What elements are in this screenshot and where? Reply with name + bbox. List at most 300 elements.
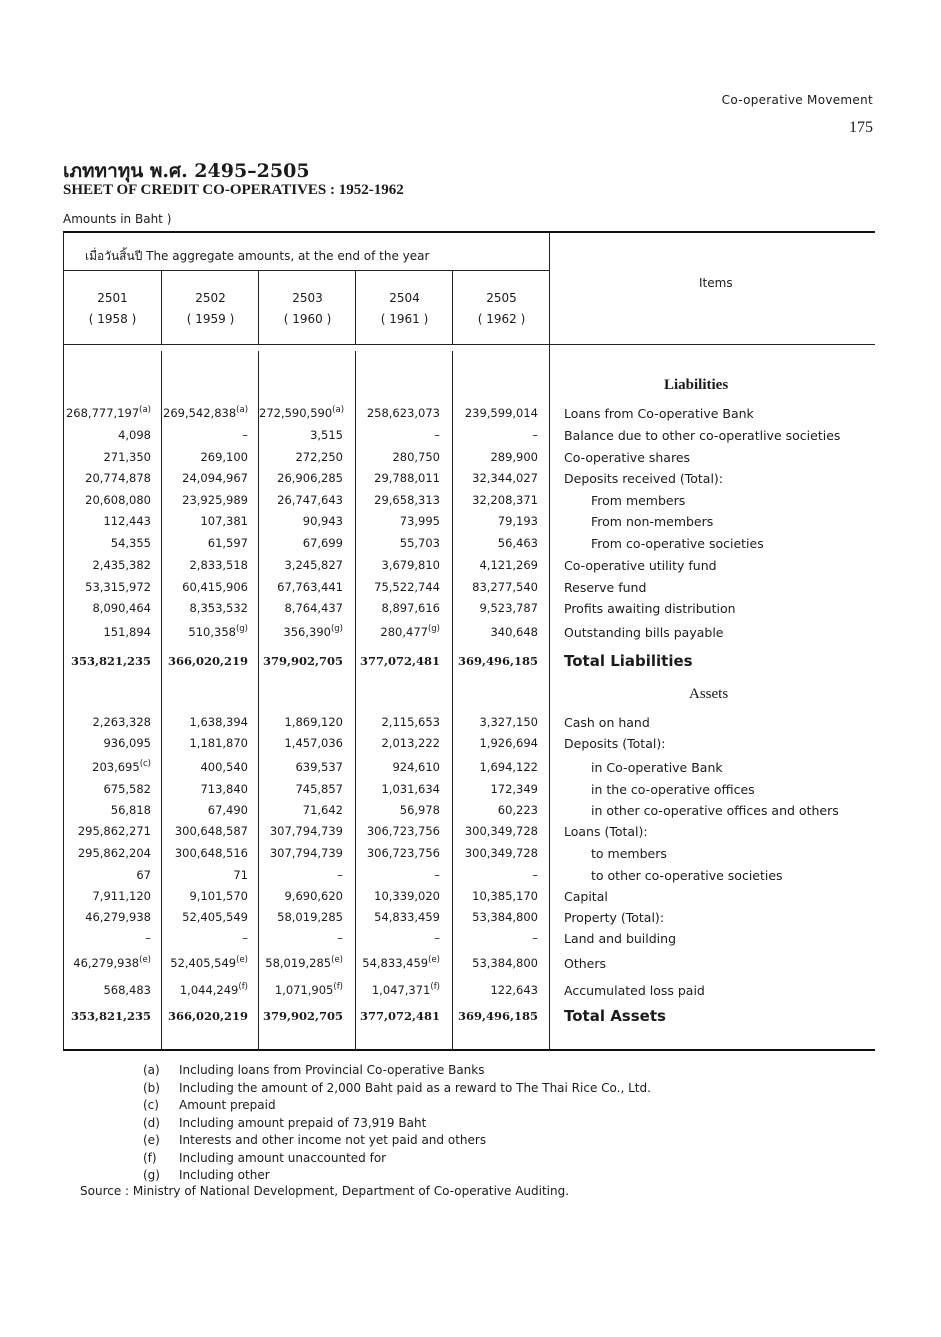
value-cell bbox=[163, 733, 248, 754]
cell-value: 71 bbox=[233, 868, 248, 882]
value-cell bbox=[259, 757, 343, 778]
value-cell bbox=[63, 953, 151, 974]
table-row bbox=[63, 533, 875, 554]
table-row bbox=[63, 928, 875, 949]
table-bottom-rule bbox=[63, 1049, 875, 1051]
total-row bbox=[63, 1006, 875, 1027]
total-value: 366,020,219 bbox=[167, 1009, 248, 1023]
footnote-tag: (g) bbox=[143, 1168, 160, 1182]
cell-value: 90,943 bbox=[302, 514, 343, 528]
value-cell bbox=[163, 490, 248, 511]
value-cell bbox=[63, 425, 151, 446]
value-cell bbox=[454, 490, 538, 511]
row-label: Loans (Total): bbox=[564, 824, 648, 839]
cell-value: 924,610 bbox=[392, 760, 440, 774]
cell-value: 3,245,827 bbox=[284, 558, 343, 572]
value-cell bbox=[356, 425, 440, 446]
value-cell bbox=[356, 622, 440, 643]
cell-value: – bbox=[532, 931, 538, 945]
value-cell bbox=[259, 733, 343, 754]
total-value: 377,072,481 bbox=[359, 654, 440, 668]
row-label: Loans from Co-operative Bank bbox=[564, 406, 754, 421]
value-cell bbox=[259, 821, 343, 842]
cell-value: 568,483 bbox=[103, 983, 151, 997]
table-row bbox=[63, 468, 875, 489]
row-label: Outstanding bills payable bbox=[564, 625, 724, 640]
cell-value: 55,703 bbox=[399, 536, 440, 550]
value-cell bbox=[259, 953, 343, 974]
footnote-text: Including loans from Provincial Co-operative Banks bbox=[179, 1063, 485, 1077]
footnote-marker: (a) bbox=[236, 405, 249, 416]
year-header bbox=[65, 288, 160, 330]
value-cell bbox=[259, 533, 343, 554]
cell-value: 271,350 bbox=[103, 450, 151, 464]
table-row bbox=[63, 598, 875, 619]
value-cell bbox=[356, 403, 440, 424]
balance-sheet-table bbox=[63, 231, 875, 1051]
cell-value: 1,071,905 bbox=[274, 983, 334, 997]
value-cell bbox=[259, 468, 343, 489]
col-divider bbox=[355, 270, 356, 344]
cell-value: 75,522,744 bbox=[374, 580, 440, 594]
value-cell bbox=[454, 757, 538, 778]
total-value: 379,902,705 bbox=[262, 1009, 343, 1023]
value-cell bbox=[259, 800, 343, 821]
footnote-tag: (c) bbox=[143, 1098, 159, 1112]
value-cell bbox=[163, 843, 248, 864]
table-top-rule bbox=[63, 231, 875, 233]
cell-value: 295,862,271 bbox=[77, 824, 151, 838]
footnotes bbox=[143, 1062, 651, 1185]
footnote-tag: (f) bbox=[143, 1150, 157, 1165]
row-label: Balance due to other co-operatlive societies bbox=[564, 428, 841, 443]
row-label: Cash on hand bbox=[564, 715, 650, 730]
cell-value: 269,100 bbox=[200, 450, 248, 464]
value-cell bbox=[63, 447, 151, 468]
group-header: เมื่อวันสิ้นปี The aggregate amounts, at the end of the year bbox=[85, 249, 430, 263]
value-cell bbox=[63, 511, 151, 532]
cell-value: 60,415,906 bbox=[182, 580, 248, 594]
col-divider bbox=[452, 270, 453, 344]
value-cell bbox=[163, 598, 248, 619]
cell-value: – bbox=[434, 931, 440, 945]
footnote-text: Including amount unaccounted for bbox=[179, 1150, 387, 1165]
value-cell bbox=[356, 490, 440, 511]
footnote-marker: (e) bbox=[331, 955, 343, 966]
table-row bbox=[63, 447, 875, 468]
value-cell bbox=[454, 577, 538, 598]
cell-value: 280,750 bbox=[392, 450, 440, 464]
cell-value: 239,599,014 bbox=[464, 406, 538, 420]
total-value: 353,821,235 bbox=[70, 654, 151, 668]
value-cell bbox=[63, 928, 151, 949]
value-cell bbox=[63, 468, 151, 489]
value-cell bbox=[356, 980, 440, 1001]
row-label: in the co-operative offices bbox=[591, 782, 755, 797]
year-thai: 2501 bbox=[97, 291, 128, 305]
year-ad: ( 1959 ) bbox=[186, 312, 235, 326]
value-cell bbox=[163, 953, 248, 974]
row-label: Deposits (Total): bbox=[564, 736, 666, 751]
cell-value: 79,193 bbox=[497, 514, 538, 528]
total-value: 369,496,185 bbox=[457, 654, 538, 668]
cell-value: 73,995 bbox=[399, 514, 440, 528]
footnote-text: Including the amount of 2,000 Baht paid as a reward to The Thai Rice Co., Ltd. bbox=[179, 1080, 651, 1095]
cell-value: 29,788,011 bbox=[374, 471, 440, 485]
cell-value: – bbox=[532, 868, 538, 882]
value-cell bbox=[163, 779, 248, 800]
value-cell bbox=[356, 886, 440, 907]
cell-value: 67,490 bbox=[207, 803, 248, 817]
cell-value: 3,679,810 bbox=[381, 558, 440, 572]
value-cell bbox=[259, 511, 343, 532]
value-cell bbox=[454, 928, 538, 949]
value-cell bbox=[63, 886, 151, 907]
value-cell bbox=[454, 622, 538, 643]
value-cell bbox=[356, 821, 440, 842]
row-label: From non-members bbox=[591, 514, 714, 529]
items-header: Items bbox=[699, 276, 733, 290]
value-cell bbox=[454, 821, 538, 842]
cell-value: 272,250 bbox=[295, 450, 343, 464]
value-cell bbox=[163, 468, 248, 489]
table-row bbox=[63, 403, 875, 424]
value-cell bbox=[259, 865, 343, 886]
cell-value: 307,794,739 bbox=[269, 846, 343, 860]
table-row bbox=[63, 555, 875, 576]
cell-value: 1,031,634 bbox=[381, 782, 440, 796]
cell-value: 356,390 bbox=[283, 625, 331, 639]
cell-value: 54,833,459 bbox=[362, 956, 429, 970]
total-label: Total Assets bbox=[564, 1007, 666, 1025]
cell-value: – bbox=[337, 868, 343, 882]
value-cell bbox=[163, 928, 248, 949]
year-ad: ( 1958 ) bbox=[88, 312, 137, 326]
value-cell bbox=[63, 843, 151, 864]
liabilities-heading: Liabilities bbox=[664, 377, 729, 393]
value-cell bbox=[259, 843, 343, 864]
value-cell bbox=[163, 622, 248, 643]
value-cell bbox=[259, 447, 343, 468]
table-row bbox=[63, 886, 875, 907]
value-cell bbox=[454, 886, 538, 907]
cell-value: 54,355 bbox=[110, 536, 151, 550]
table-row bbox=[63, 712, 875, 733]
cell-value: 307,794,739 bbox=[269, 824, 343, 838]
total-value: 379,902,705 bbox=[262, 654, 343, 668]
cell-value: 56,978 bbox=[399, 803, 440, 817]
row-label: Accumulated loss paid bbox=[564, 983, 705, 998]
footnote-tag: (b) bbox=[143, 1080, 160, 1095]
year-header bbox=[260, 288, 355, 330]
value-cell bbox=[163, 712, 248, 733]
row-label: From members bbox=[591, 493, 686, 508]
value-cell bbox=[163, 403, 248, 424]
value-cell bbox=[63, 907, 151, 928]
footnote-marker: (e) bbox=[428, 955, 440, 966]
year-ad: ( 1961 ) bbox=[380, 312, 429, 326]
value-cell bbox=[356, 800, 440, 821]
cell-value: 268,777,197 bbox=[65, 406, 140, 420]
footnote-marker: (g) bbox=[235, 624, 248, 635]
cell-value: 172,349 bbox=[490, 782, 538, 796]
cell-value: 61,597 bbox=[207, 536, 248, 550]
cell-value: 7,911,120 bbox=[92, 889, 151, 903]
value-cell bbox=[356, 511, 440, 532]
row-label: in Co-operative Bank bbox=[591, 760, 723, 775]
units-note: Amounts in Baht ) bbox=[63, 212, 172, 226]
row-label: Property (Total): bbox=[564, 910, 665, 925]
cell-value: 26,747,643 bbox=[277, 493, 343, 507]
value-cell bbox=[163, 821, 248, 842]
cell-value: 67,763,441 bbox=[277, 580, 343, 594]
total-row bbox=[63, 651, 875, 672]
value-cell bbox=[454, 980, 538, 1001]
cell-value: 9,101,570 bbox=[189, 889, 248, 903]
table-row bbox=[63, 757, 875, 778]
row-label: From co-operative societies bbox=[591, 536, 764, 551]
group-header-rule bbox=[63, 270, 549, 271]
value-cell bbox=[63, 865, 151, 886]
cell-value: 46,279,938 bbox=[85, 910, 151, 924]
cell-value: 340,648 bbox=[490, 625, 538, 639]
value-cell bbox=[63, 980, 151, 1001]
cell-value: 52,405,549 bbox=[182, 910, 248, 924]
value-cell bbox=[163, 425, 248, 446]
value-cell bbox=[356, 865, 440, 886]
footnote bbox=[143, 1062, 651, 1080]
value-cell bbox=[356, 953, 440, 974]
table-row bbox=[63, 800, 875, 821]
cell-value: 56,463 bbox=[497, 536, 538, 550]
value-cell bbox=[454, 865, 538, 886]
row-label: Co-operative shares bbox=[564, 450, 691, 465]
footnote bbox=[143, 1097, 651, 1115]
cell-value: 53,315,972 bbox=[85, 580, 151, 594]
cell-value: – bbox=[145, 931, 151, 945]
cell-value: 8,897,616 bbox=[381, 601, 440, 615]
value-cell bbox=[454, 511, 538, 532]
value-cell bbox=[63, 622, 151, 643]
col-divider bbox=[258, 270, 259, 344]
cell-value: 3,327,150 bbox=[479, 715, 538, 729]
footnote-marker: (a) bbox=[139, 405, 151, 416]
value-cell bbox=[454, 403, 538, 424]
cell-value: 71,642 bbox=[302, 803, 343, 817]
table-row bbox=[63, 622, 875, 643]
value-cell bbox=[454, 533, 538, 554]
cell-value: 26,906,285 bbox=[277, 471, 343, 485]
footnote bbox=[143, 1115, 651, 1133]
footnote-text: Including amount prepaid of 73,919 Baht bbox=[179, 1115, 427, 1130]
value-cell bbox=[454, 907, 538, 928]
row-label: Others bbox=[564, 956, 607, 971]
table-row bbox=[63, 953, 875, 974]
year-thai: 2502 bbox=[195, 291, 226, 305]
cell-value: 2,263,328 bbox=[92, 715, 151, 729]
value-cell bbox=[163, 757, 248, 778]
value-cell bbox=[356, 733, 440, 754]
footnote bbox=[143, 1167, 651, 1185]
total-label: Total Liabilities bbox=[564, 652, 693, 670]
total-value: 377,072,481 bbox=[359, 1009, 440, 1023]
cell-value: – bbox=[337, 931, 343, 945]
value-cell bbox=[259, 907, 343, 928]
value-cell bbox=[163, 533, 248, 554]
value-cell bbox=[63, 403, 151, 424]
table-row bbox=[63, 980, 875, 1001]
cell-value: 306,723,756 bbox=[366, 846, 440, 860]
assets-heading: Assets bbox=[689, 686, 729, 702]
row-label: Co-operative utility fund bbox=[564, 558, 717, 573]
value-cell bbox=[454, 800, 538, 821]
footnote-marker: (e) bbox=[236, 955, 248, 966]
value-cell bbox=[259, 980, 343, 1001]
row-label: Deposits received (Total): bbox=[564, 471, 724, 486]
cell-value: 8,353,532 bbox=[189, 601, 248, 615]
year-header bbox=[163, 288, 258, 330]
footnote-marker: (f) bbox=[333, 982, 343, 993]
value-cell bbox=[63, 821, 151, 842]
value-cell bbox=[163, 577, 248, 598]
cell-value: 8,764,437 bbox=[284, 601, 343, 615]
footnote bbox=[143, 1150, 651, 1168]
value-cell bbox=[454, 425, 538, 446]
table-row bbox=[63, 907, 875, 928]
value-cell bbox=[454, 468, 538, 489]
value-cell bbox=[259, 490, 343, 511]
footnote-tag: (a) bbox=[143, 1063, 160, 1077]
table-row bbox=[63, 490, 875, 511]
footnote bbox=[143, 1132, 651, 1150]
row-label: Capital bbox=[564, 889, 608, 904]
cell-value: 10,385,170 bbox=[472, 889, 538, 903]
cell-value: 8,090,464 bbox=[92, 601, 151, 615]
total-value: 353,821,235 bbox=[70, 1009, 151, 1023]
value-cell bbox=[356, 468, 440, 489]
row-label: Land and building bbox=[564, 931, 677, 946]
cell-value: 1,638,394 bbox=[189, 715, 248, 729]
cell-value: 2,833,518 bbox=[189, 558, 248, 572]
cell-value: 295,862,204 bbox=[77, 846, 151, 860]
cell-value: 1,181,870 bbox=[189, 736, 248, 750]
value-cell bbox=[163, 980, 248, 1001]
value-cell bbox=[356, 907, 440, 928]
footnote-tag: (d) bbox=[143, 1115, 160, 1130]
cell-value: 112,443 bbox=[103, 514, 151, 528]
header-bottom-rule bbox=[63, 344, 875, 345]
cell-value: 9,523,787 bbox=[479, 601, 538, 615]
value-cell bbox=[356, 447, 440, 468]
cell-value: – bbox=[242, 931, 248, 945]
cell-value: 9,690,620 bbox=[284, 889, 343, 903]
cell-value: 56,818 bbox=[110, 803, 151, 817]
value-cell bbox=[259, 886, 343, 907]
year-header bbox=[357, 288, 452, 330]
cell-value: 400,540 bbox=[200, 760, 248, 774]
cell-value: – bbox=[434, 868, 440, 882]
cell-value: 58,019,285 bbox=[277, 910, 343, 924]
year-thai: 2503 bbox=[292, 291, 323, 305]
cell-value: 675,582 bbox=[103, 782, 151, 796]
cell-value: 54,833,459 bbox=[374, 910, 440, 924]
cell-value: 32,208,371 bbox=[472, 493, 538, 507]
value-cell bbox=[63, 490, 151, 511]
cell-value: 300,648,587 bbox=[174, 824, 248, 838]
value-cell bbox=[63, 555, 151, 576]
value-cell bbox=[356, 533, 440, 554]
cell-value: 1,869,120 bbox=[284, 715, 343, 729]
cell-value: 83,277,540 bbox=[472, 580, 538, 594]
value-cell bbox=[63, 733, 151, 754]
row-label: Profits awaiting distribution bbox=[564, 601, 736, 616]
value-cell bbox=[356, 779, 440, 800]
value-cell bbox=[163, 907, 248, 928]
value-cell bbox=[356, 577, 440, 598]
value-cell bbox=[454, 447, 538, 468]
value-cell bbox=[163, 800, 248, 821]
source-note: Source : Ministry of National Development, Department of Co-operative Auditing. bbox=[80, 1184, 570, 1198]
value-cell bbox=[63, 577, 151, 598]
value-cell bbox=[63, 533, 151, 554]
row-label: to other co-operative societies bbox=[591, 868, 783, 883]
footnote-marker: (g) bbox=[330, 624, 343, 635]
cell-value: 4,098 bbox=[118, 428, 151, 442]
cell-value: 2,013,222 bbox=[381, 736, 440, 750]
cell-value: 258,623,073 bbox=[366, 406, 440, 420]
cell-value: 46,279,938 bbox=[73, 956, 140, 970]
value-cell bbox=[259, 577, 343, 598]
value-cell bbox=[454, 843, 538, 864]
table-row bbox=[63, 425, 875, 446]
footnote bbox=[143, 1080, 651, 1098]
footnote-marker: (f) bbox=[430, 982, 440, 993]
value-cell bbox=[259, 555, 343, 576]
table-row bbox=[63, 843, 875, 864]
cell-value: 300,648,516 bbox=[174, 846, 248, 860]
cell-value: 58,019,285 bbox=[265, 956, 332, 970]
value-cell bbox=[259, 779, 343, 800]
cell-value: 67 bbox=[136, 868, 151, 882]
year-ad: ( 1960 ) bbox=[283, 312, 332, 326]
cell-value: 1,926,694 bbox=[479, 736, 538, 750]
running-header: Co-operative Movement bbox=[721, 93, 873, 107]
footnote-marker: (a) bbox=[332, 405, 345, 416]
cell-value: 300,349,728 bbox=[464, 824, 538, 838]
cell-value: 53,384,800 bbox=[472, 956, 538, 970]
footnote-text: Interests and other income not yet paid and others bbox=[179, 1133, 487, 1147]
value-cell bbox=[63, 712, 151, 733]
table-row bbox=[63, 511, 875, 532]
year-ad: ( 1962 ) bbox=[477, 312, 526, 326]
cell-value: 272,590,590 bbox=[259, 406, 333, 420]
footnote-tag: (e) bbox=[143, 1133, 160, 1147]
cell-value: 1,694,122 bbox=[479, 760, 538, 774]
cell-value: 10,339,020 bbox=[374, 889, 440, 903]
footnote-text: Including other bbox=[179, 1168, 270, 1182]
cell-value: 24,094,967 bbox=[182, 471, 248, 485]
value-cell bbox=[63, 757, 151, 778]
cell-value: 67,699 bbox=[302, 536, 343, 550]
col-divider bbox=[161, 270, 162, 344]
cell-value: 203,695 bbox=[92, 760, 140, 774]
cell-value: 510,358 bbox=[188, 625, 236, 639]
footnote-marker: (f) bbox=[238, 982, 248, 993]
value-cell bbox=[356, 712, 440, 733]
cell-value: 20,608,080 bbox=[85, 493, 151, 507]
value-cell bbox=[163, 511, 248, 532]
cell-value: 53,384,800 bbox=[472, 910, 538, 924]
